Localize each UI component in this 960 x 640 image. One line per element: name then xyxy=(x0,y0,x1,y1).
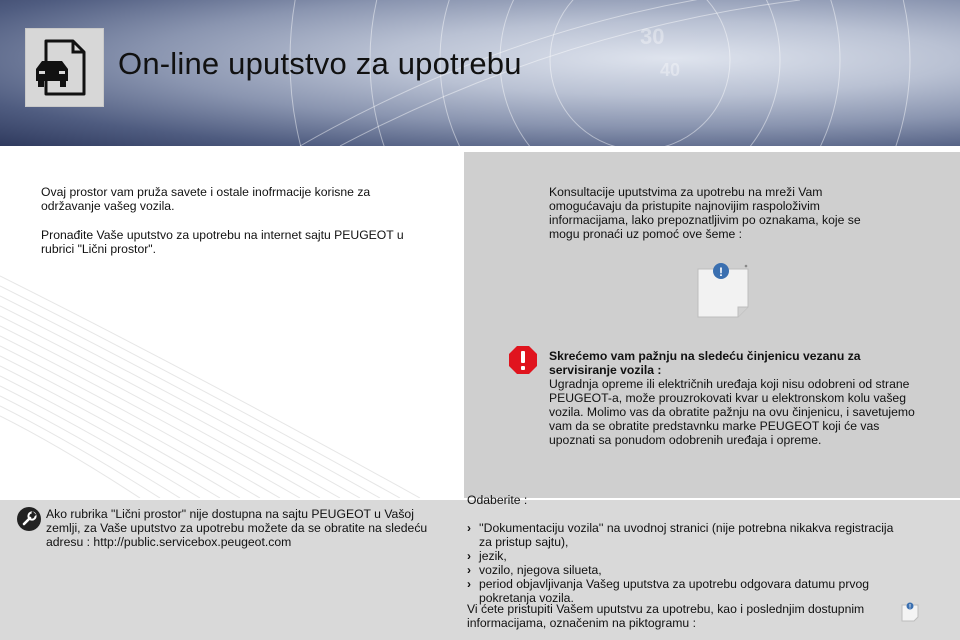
warning-text: Ugradnja opreme ili električnih uređaja koji nisu odobreni od strane PEUGEOT-a, može prouzrokovati kvar u elektronskom kolu vašeg vozila. Molimo vas da obratite pažnju na ovu činjenicu, i savetujemo vam da se obratite predstavnku marke PEUGEOT koji će vas upoznati sa ponudom odobrenih uređaja i opreme. xyxy=(549,377,915,447)
list-item: vozilo, njegova silueta, xyxy=(479,563,602,577)
header-banner xyxy=(0,0,960,146)
car-document-icon xyxy=(25,28,104,107)
intro-paragraph: Ovaj prostor vam pruža savete i ostale inofrmacije korisne za održavanje vašeg vozila. xyxy=(41,185,371,213)
closing-paragraph: Vi ćete pristupiti Vašem uputstvu za upotrebu, kao i poslednjim dostupnim informacijama, označenim na piktogramu : xyxy=(467,602,865,630)
choose-label: Odaberite : xyxy=(467,493,528,507)
warning-icon xyxy=(508,345,538,375)
svg-text:!: ! xyxy=(719,265,723,279)
note-marker-icon xyxy=(696,263,754,321)
warning-paragraph xyxy=(549,349,921,447)
online-consult-paragraph: Konsultacije uputstvima za upotrebu na mreži Vam omogućavaju da pristupite najnovijim raspoloživim informacijama, lako prepoznatljivim po oznakama, koje se mogu pronaći uz pomoć ove šeme : xyxy=(549,185,861,241)
svg-text:30: 30 xyxy=(640,24,665,49)
list-item: jezik, xyxy=(479,549,507,563)
list-item: ''Dokumentaciju vozila'' na uvodnoj stranici (nije potrebna nikakva registracija za pristup sajtu), xyxy=(479,521,894,549)
page-title: On-line uputstvo za upotrebu xyxy=(118,46,522,81)
svg-text:!: ! xyxy=(909,604,911,611)
chevron-right-icon: › xyxy=(467,577,471,591)
alternative-address-paragraph: Ako rubrika "Lični prostor" nije dostupna na sajtu PEUGEOT u Vašoj zemlji, za Vaše uputstvo za upotrebu možete da se obratite na sledeću adresu : http://public.servicebox.peugeot.com xyxy=(46,507,428,549)
chevron-right-icon: › xyxy=(467,521,471,535)
chevron-right-icon: › xyxy=(467,549,471,563)
svg-text:40: 40 xyxy=(660,60,681,80)
wrench-icon xyxy=(17,507,41,531)
info-pictogram-icon xyxy=(900,601,922,623)
list-item: period objavljivanja Vašeg uputstva za upotrebu odgovara datumu prvog pokretanja vozila. xyxy=(479,577,870,605)
warning-title: Skrećemo vam pažnju na sledeću činjenicu vezanu za servisiranje vozila : xyxy=(549,349,861,377)
website-paragraph: Pronađite Vaše uputstvo za upotrebu na internet sajtu PEUGEOT u rubrici "Lični prostor". xyxy=(41,228,404,256)
chevron-right-icon: › xyxy=(467,563,471,577)
